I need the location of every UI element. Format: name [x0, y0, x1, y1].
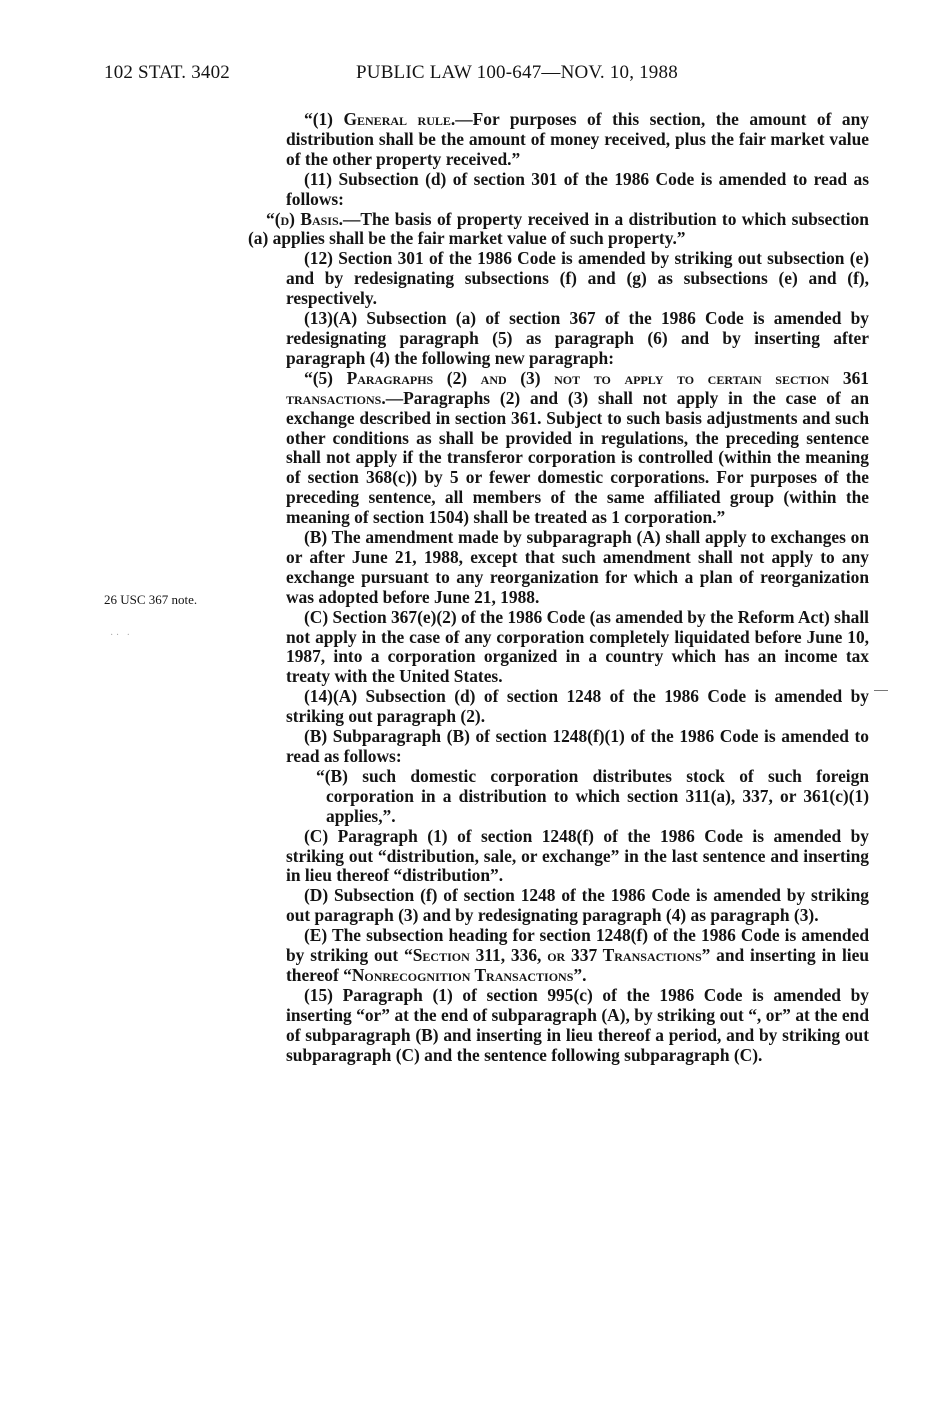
paragraph-basis [248, 210, 869, 250]
paragraph-14b-quote: “(B) such domestic corporation distributes stock of such foreign corporation in a distribution to which section 311(a), 337, or 361(c)(1) applies,”. [316, 765, 869, 826]
paragraph-text: —Paragraphs (2) and (3) shall not apply in the case of an exchange described in section 361. Subject to such basis adjustments and such other conditions as shall be provided in regulations, the preceding sentence shall not apply if the transferor corporation is controlled (within the meaning of section 368(c)) by 5 or fewer domestic corporations. For purposes of the preceding sentence, all members of the same affiliated group (within the meaning of section 1504) shall be treated as 1 corporation.” [286, 387, 869, 528]
paragraph-13c: (C) Section 367(e)(2) of the 1986 Code (as amended by the Reform Act) shall not apply in the case of any corporation completely liquidated before June 10, 1987, into a corporation organized in a country which has an income tax treaty with the United States. [286, 606, 869, 687]
paragraph-text: —The basis of property received in a distribution to which subsection (a) applies shall be the fair market value of such property.” [248, 208, 869, 249]
paragraph-text: ” and inserting in lieu thereof “ [286, 945, 869, 985]
paragraph-14c: (C) Paragraph (1) of section 1248(f) of the 1986 Code is amended by striking out “distribution, sale, or exchange” in the last sentence and inserting in lieu thereof “distribution”. [286, 825, 869, 886]
margin-note: 26 USC 367 note. [104, 592, 198, 607]
paragraph-general-rule [248, 110, 869, 170]
paragraph-heading: “(5) Paragraphs (2) and (3) not to apply to certain section 361 transactions. [286, 367, 869, 408]
scan-speck: · · · [110, 630, 130, 641]
paragraph-12: (12) Section 301 of the 1986 Code is amended by striking out subsection (e) and by redesignating subsections (f) and (g) as subsections (e) and (f), respectively. [286, 248, 869, 309]
document-body [248, 110, 869, 1066]
paragraph-text: ”. [573, 964, 587, 985]
paragraph-5-quote [248, 369, 869, 528]
paragraph-14b: (B) Subparagraph (B) of section 1248(f)(1) of the 1986 Code is amended to read as follows: [286, 726, 869, 766]
paragraph-14a: (14)(A) Subsection (d) of section 1248 of the 1986 Code is amended by striking out paragraph (2). [286, 686, 869, 727]
paragraph-heading: “(d) Basis. [266, 208, 343, 229]
page-stat-citation: 102 STAT. 3402 [104, 62, 231, 83]
paragraph-14d: (D) Subsection (f) of section 1248 of the 1986 Code is amended by striking out paragraph (3) and by redesignating paragraph (4) as paragraph (3). [286, 885, 869, 926]
paragraph-15: (15) Paragraph (1) of section 995(c) of the 1986 Code is amended by inserting “or” at the end of subparagraph (A), by striking out “, or” at the end of subparagraph (B) and inserting in lieu thereof a period, and by striking out subparagraph (C) and the sentence following subparagraph (C). [286, 984, 869, 1065]
page-title: PUBLIC LAW 100-647—NOV. 10, 1988 [356, 62, 678, 83]
paragraph-13b: (B) The amendment made by subparagraph (A) shall apply to exchanges on or after June 21, 1988, except that such amendment shall not apply to any exchange pursuant to any reorganization for which a plan of reorganization was adopted before June 21, 1988. [286, 527, 869, 607]
quoted-heading: Section 311, 336, or 337 Transactions [412, 945, 702, 966]
paragraph-14e [248, 926, 869, 986]
scan-mark [874, 690, 888, 691]
quoted-heading: Nonrecognition Transactions [351, 964, 574, 985]
paragraph-heading: “(1) General rule. [304, 109, 456, 129]
paragraph-text: —For purposes of this section, the amount of any distribution shall be the amount of money received, plus the fair market value of the other property received.” [286, 109, 869, 169]
paragraph-11: (11) Subsection (d) of section 301 of the 1986 Code is amended to read as follows: [286, 168, 869, 209]
paragraph-13a: (13)(A) Subsection (a) of section 367 of the 1986 Code is amended by redesignating paragraph (5) as paragraph (6) and by inserting after paragraph (4) the following new paragraph: [286, 308, 869, 368]
paragraph-text: (E) The subsection heading for section 1248(f) of the 1986 Code is amended by striking out “ [286, 925, 869, 966]
